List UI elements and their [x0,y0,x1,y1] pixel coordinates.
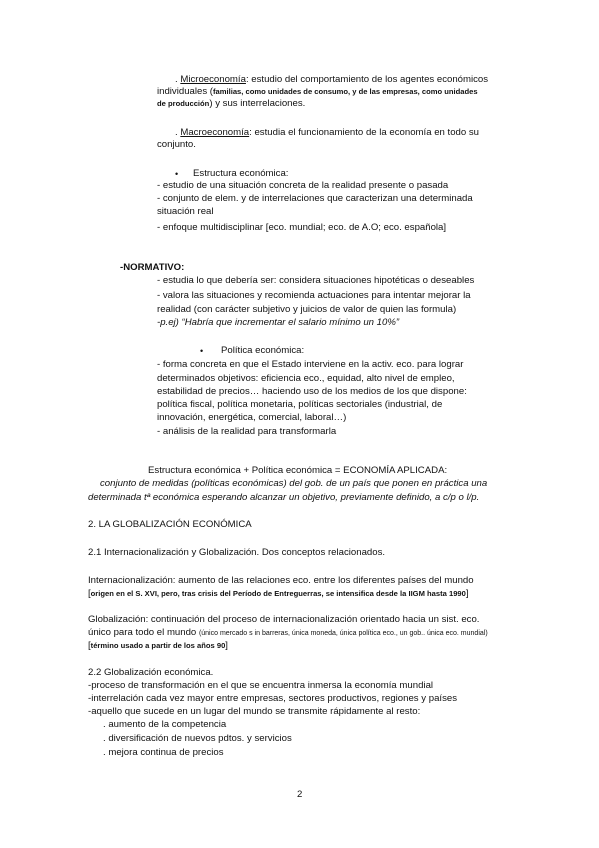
politica-line: política fiscal, política monetaria, políticas sectoriales (industrial, de [157,399,443,410]
globalizacion-eco-line: -proceso de transformación en el que se encuentra inmersa la economía mundial [88,680,434,691]
micro-line-1: . Microeconomía: estudio del comportamiento de los agentes económicos [175,74,489,85]
micro-term: Microeconomía [180,74,246,85]
macro-line-2: conjunto. [157,139,196,150]
normativo-line: - valora las situaciones y recomienda actuaciones para intentar mejorar la [157,290,471,301]
list-item: . diversificación de nuevos pdtos. y servicios [103,733,292,744]
globalizacion-line: Globalización: continuación del proceso de internacionalización orientado hacia un sist. eco. [88,614,480,625]
normativo-heading: -NORMATIVO: [120,262,185,273]
bullet-icon: • [175,169,179,179]
normativo-line: realidad (con carácter subjetivo y juicios de valor de quien las formula) [157,304,457,315]
normativo-example: -p.ej) “Habría que incrementar el salario mínimo un 10%” [157,317,400,328]
politica-line: estabilidad de precios… haciendo uso de los medios de los que dispone: [157,386,467,397]
politica-line: - análisis de la realidad para transformarla [157,426,337,437]
globalizacion-line: único para todo el mundo (único mercado s in barreras, única moneda, única política eco., un gob.. única eco. mundial) [88,627,488,638]
bullet-icon: • [200,346,204,356]
subsection-title: 2.2 Globalización económica. [88,667,214,678]
politica-line: innovación, energética, comercial, laboral…) [157,412,347,423]
estructura-line: situación real [157,206,214,217]
estructura-line: - estudio de una situación concreta de la realidad presente o pasada [157,180,449,191]
globalizacion-eco-line: -aquello que sucede en un lugar del mundo se transmite rápidamente al resto: [88,706,421,717]
list-item: . mejora continua de precios [103,747,224,758]
aplicada-formula: Estructura económica + Política económica = ECONOMÍA APLICADA: [148,465,448,476]
normativo-line: - estudia lo que debería ser: considera situaciones hipotéticas o deseables [157,275,475,286]
politica-line: - forma concreta en que el Estado interviene en la activ. eco. para lograr [157,359,464,370]
politica-title: Política económica: [221,345,305,356]
list-item: . aumento de la competencia [103,719,227,730]
globalizacion-note: [término usado a partir de los años 90] [88,640,228,651]
estructura-line: - enfoque multidisciplinar [eco. mundial; eco. de A.O; eco. española] [157,222,447,233]
globalizacion-eco-line: -interrelación cada vez mayor entre empresas, sectores productivos, regiones y países [88,693,457,704]
aplicada-definition: determinada tª económica esperando alcanzar un objetivo, previamente definido, a c/p o l/p. [88,492,480,503]
internacionalizacion-line: Internacionalización: aumento de las relaciones eco. entre los diferentes países del mundo [88,575,474,586]
micro-line-2: individuales (familias, como unidades de consumo, y de las empresas, como unidades [157,86,478,97]
section-title: 2. LA GLOBALIZACIÓN ECONÓMICA [88,519,252,530]
page-number: 2 [297,789,303,800]
micro-line-3: de producción) y sus interrelaciones. [157,98,306,109]
subsection-title: 2.1 Internacionalización y Globalización. Dos conceptos relacionados. [88,547,386,558]
internacionalizacion-note: [origen en el S. XVI, pero, tras crisis del Período de Entreguerras, se intensifica desde la IIGM hasta 1990] [88,588,469,599]
politica-line: determinados objetivos: eficiencia eco., equidad, alto nivel de empleo, [157,373,455,384]
estructura-line: - conjunto de elem. y de interrelaciones que caracterizan una determinada [157,193,473,204]
aplicada-definition: conjunto de medidas (políticas económicas) del gob. de un país que ponen en práctica una [100,478,488,489]
estructura-title: Estructura económica: [193,168,289,179]
macro-term: Macroeconomía [180,127,250,138]
macro-line-1: . Macroeconomía: estudia el funcionamiento de la economía en todo su [175,127,480,138]
